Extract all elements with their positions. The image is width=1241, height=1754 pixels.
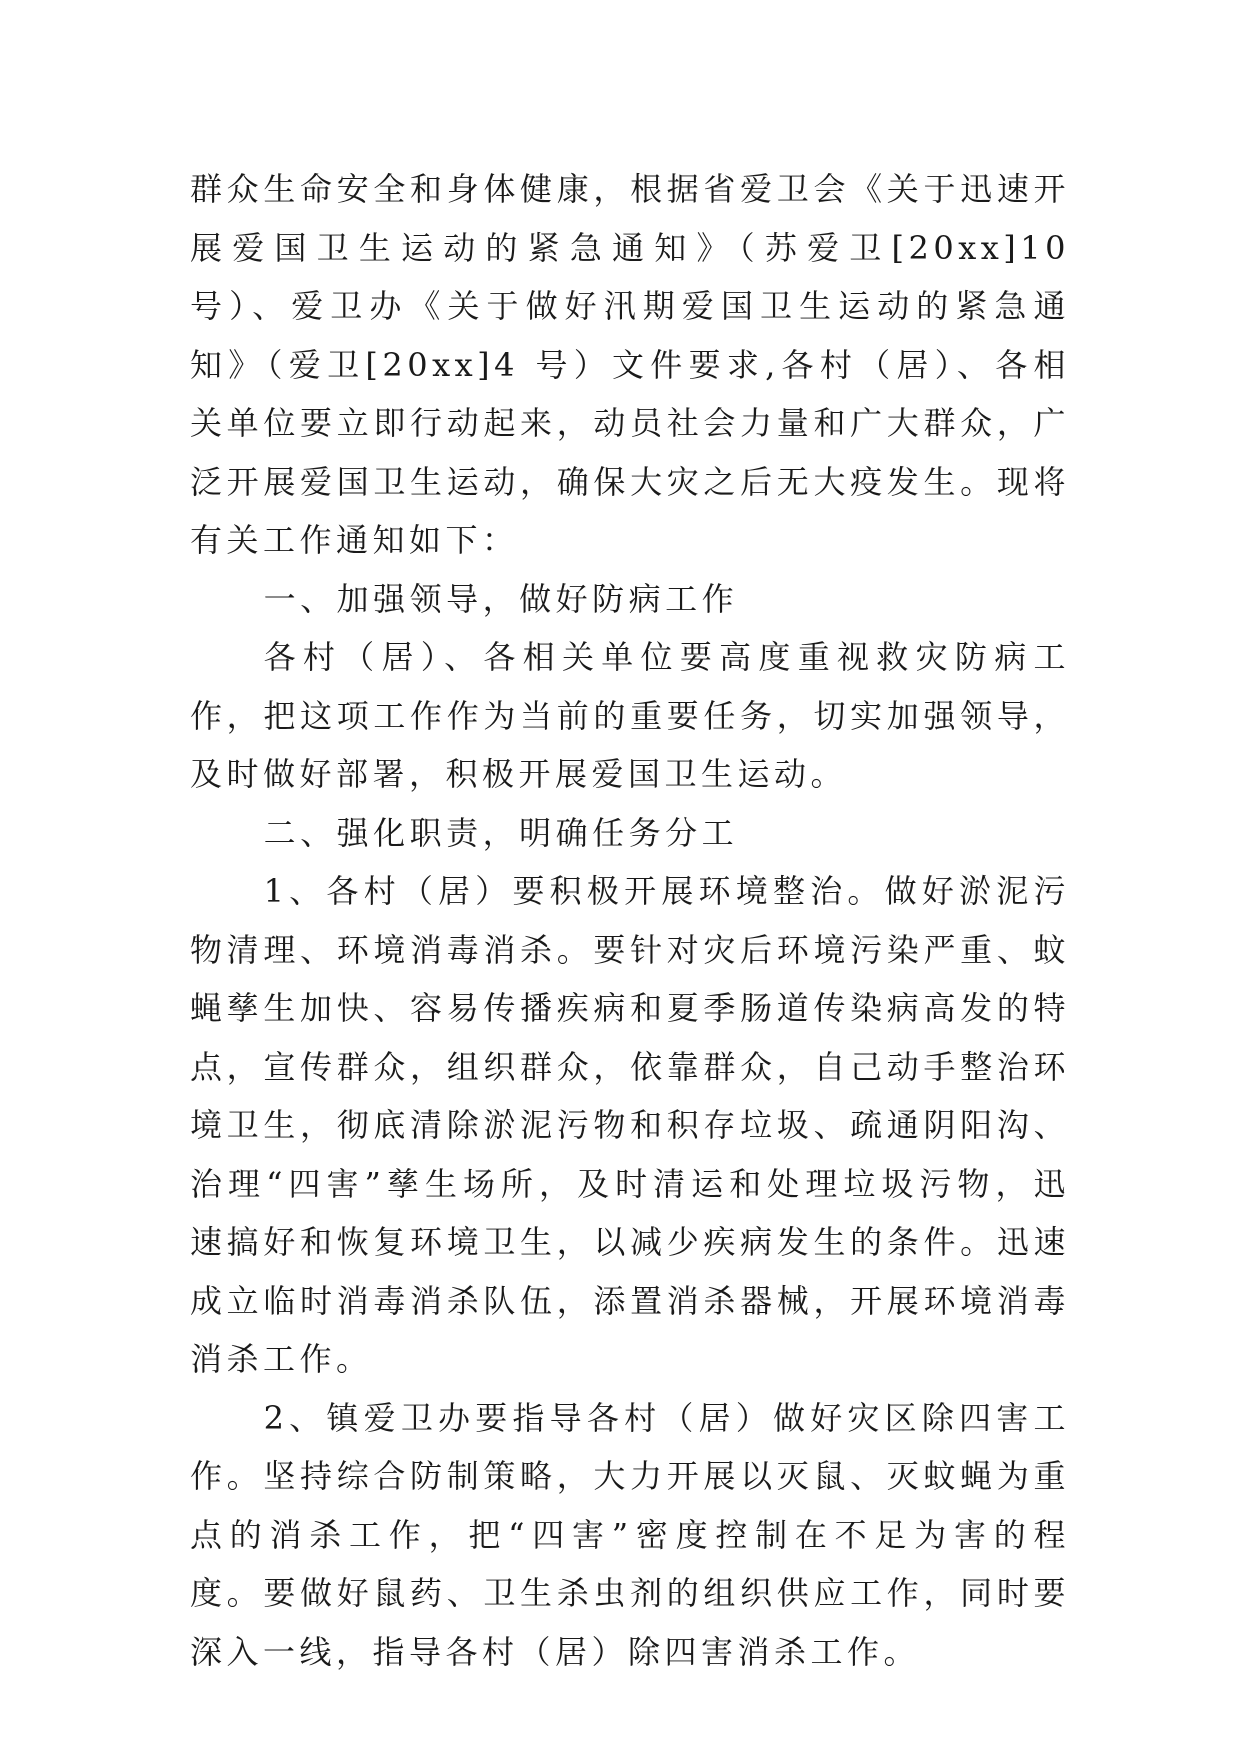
section-heading-1: 一、加强领导，做好防病工作 [263,579,739,618]
section-heading-2: 二、强化职责，明确任务分工 [263,813,739,852]
paragraph-item-2: 2、镇爱卫办要指导各村（居）做好灾区除四害工作。坚持综合防制策略，大力开展以灭鼠、灭蚊蝇为重点的消杀工作，把“四害”密度控制在不足为害的程度。要做好鼠药、卫生杀虫剂的组织供应工作，同时要深入一线，指导各村（居）除四害消杀工作。 [190,1398,1070,1671]
document-body [190,160,1070,1681]
paragraph-item-1: 1、各村（居）要积极开展环境整治。做好淤泥污物清理、环境消毒消杀。要针对灾后环境污染严重、蚊蝇孳生加快、容易传播疾病和夏季肠道传染病高发的特点，宣传群众，组织群众，依靠群众，自己动手整治环境卫生，彻底清除淤泥污物和积存垃圾、疏通阴阳沟、治理“四害”孳生场所，及时清运和处理垃圾污物，迅速搞好和恢复环境卫生，以减少疾病发生的条件。迅速成立临时消毒消杀队伍，添置消杀器械，开展环境消毒消杀工作。 [190,872,1070,1378]
paragraph-intro-continued: 群众生命安全和身体健康，根据省爱卫会《关于迅速开展爱国卫生运动的紧急通知》（苏爱卫[20xx]10 号）、爱卫办《关于做好汛期爱国卫生运动的紧急通知》（爱卫[20xx]4 号）文件要求,各村（居）、各相关单位要立即行动起来，动员社会力量和广大群众，广泛开展爱国卫生运动，确保大灾之后无大疫发生。现将有关工作通知如下： [190,170,1070,559]
paragraph-section-1: 各村（居）、各相关单位要高度重视救灾防病工作，把这项工作作为当前的重要任务，切实加强领导，及时做好部署，积极开展爱国卫生运动。 [190,638,1070,793]
